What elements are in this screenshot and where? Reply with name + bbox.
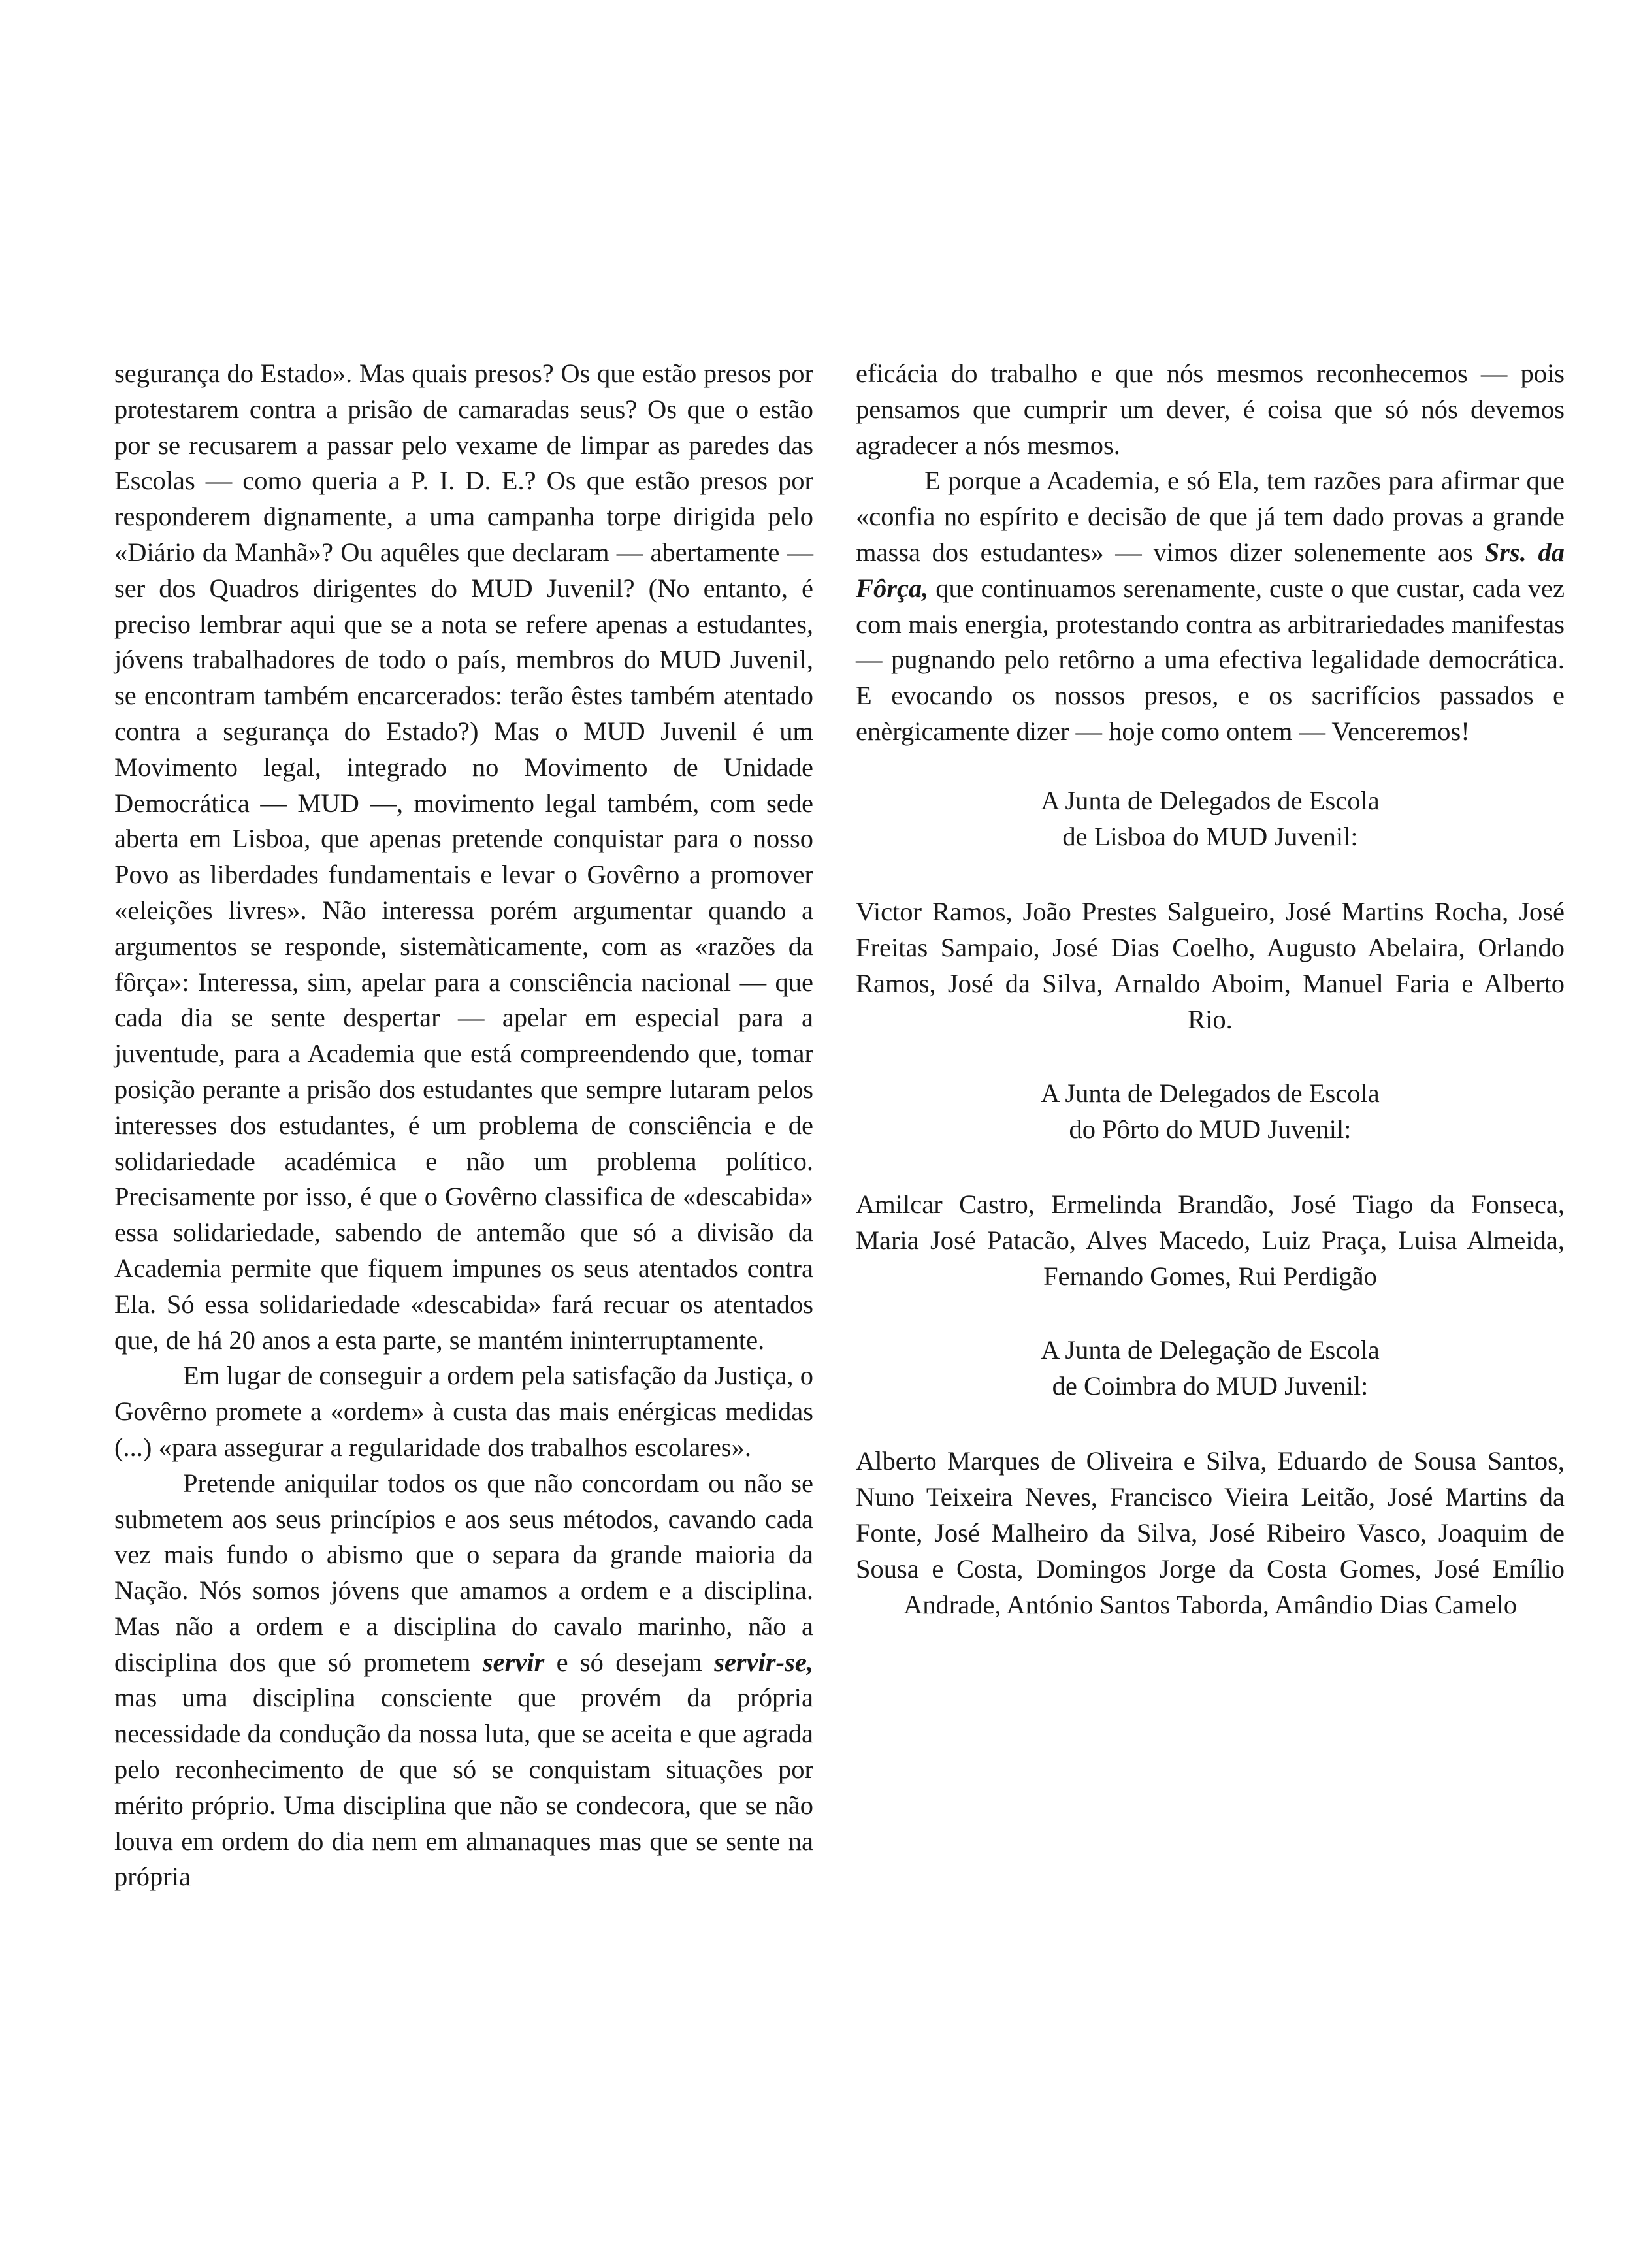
right-paragraph-2 xyxy=(856,463,1565,749)
right-column xyxy=(856,356,1565,1623)
coimbra-signatories: Alberto Marques de Oliveira e Silva, Eduardo de Sousa Santos, Nuno Teixeira Neves, Francisco Vieira Leitão, José Martins da Fonte, José Malheiro da Silva, José Ribeiro Vasco, Joaquim de Sousa e Costa, Domingos Jorge da Costa Gomes, José Emílio Andrade, António Santos Taborda, Amândio Dias Camelo xyxy=(856,1446,1565,1619)
porto-heading-line-2: do Pôrto do MUD Juvenil: xyxy=(1069,1114,1352,1144)
left-column xyxy=(114,356,813,1895)
left-paragraph-3 xyxy=(114,1466,813,1896)
left-paragraph-1: segurança do Estado». Mas quais presos? Os que estão presos por protestarem contra a prisão de camaradas seus? Os que o estão por se recusarem a passar pelo vexame de limpar as paredes das Escolas — como queria a P. I. D. E.? Os que estão presos por responderem dignamente, a uma campanha torpe dirigida pelo «Diário da Manhã»? Ou aquêles que declaram — abertamente — ser dos Quadros dirigentes do MUD Juvenil? (No entanto, é preciso lembrar aqui que se a nota se refere apenas a estudantes, jóvens trabalhadores de todo o país, membros do MUD Juvenil, se encontram também encarcerados: terão êstes também atentado contra a segurança do Estado?) Mas o MUD Juvenil é um Movimento legal, integrado no Movimento de Unidade Democrática — MUD —, movimento legal também, com sede aberta em Lisboa, que apenas pretende conquistar para o nosso Povo as liberdades fundamentais e levar o Govêrno a promover «eleições livres». Não interessa porém argumentar quando a argumentos se responde, sistemàticamente, com as «razões da fôrça»: Interessa, sim, apelar para a consciência nacional — que cada dia se sente despertar — apelar em especial para a juventude, para a Academia que está compreendendo que, tomar posição perante a prisão dos estudantes que sempre lutaram pelos interesses dos estudantes, é um problema de consciência e de solidariedade académica e não um problema político. Precisamente por isso, é que o Govêrno classifica de «descabida» essa solidariedade, sabendo de antemão que só a divisão da Academia permite que fiquem impunes os seus atentados contra Ela. Só essa solidariedade «descabida» fará recuar os atentados que, de há 20 anos a esta parte, se mantém ininterruptamente. xyxy=(114,359,813,1355)
left-paragraph-3-part-a: Pretende aniquilar todos os que não concordam ou não se submetem aos seus princípios e aos seus métodos, cavando cada vez mais fundo o abismo que o separa da grande maioria da Nação. Nós somos jóvens que amamos a ordem e a disciplina. Mas não a ordem e a disciplina do cavalo marinho, não a disciplina dos que só prometem xyxy=(114,1468,813,1677)
lisboa-signatories: Victor Ramos, João Prestes Salgueiro, José Martins Rocha, José Freitas Sampaio, José Dias Coelho, Augusto Abelaira, Orlando Ramos, José da Silva, Arnaldo Aboim, Manuel Faria e Alberto Rio. xyxy=(856,896,1565,1034)
right-paragraph-1: eficácia do trabalho e que nós mesmos reconhecemos — pois pensamos que cumprir um dever, é coisa que só nós devemos agradecer a nós mesmos. xyxy=(856,359,1565,460)
left-paragraph-3-part-c: mas uma disciplina consciente que provém da própria necessidade da condução da nossa luta, que se aceita e que agrada pelo reconhecimento de que só se conquistam situações por mérito próprio. Uma disciplina que não se condecora, que se não louva em ordem do dia nem em almanaques mas que se sente na própria xyxy=(114,1683,813,1892)
emphasis-srs-da-forca: Srs. da Fôrça, xyxy=(856,537,1565,603)
coimbra-heading-line-1: A Junta de Delegação de Escola xyxy=(1041,1335,1380,1365)
lisboa-heading-line-1: A Junta de Delegados de Escola xyxy=(1041,785,1380,815)
left-paragraph-3-part-b: e só desejam xyxy=(556,1647,702,1677)
lisboa-heading-line-2: de Lisboa do MUD Juvenil: xyxy=(1062,821,1358,851)
porto-signatories: Amilcar Castro, Ermelinda Brandão, José Tiago da Fonseca, Maria José Patacão, Alves Macedo, Luiz Praça, Luisa Almeida, Fernando Gomes, Rui Perdigão xyxy=(856,1189,1565,1291)
left-paragraph-2: Em lugar de conseguir a ordem pela satisfação da Justiça, o Govêrno promete a «ordem» à custa das mais enérgicas medidas (...) «para assegurar a regularidade dos trabalhos escolares». xyxy=(114,1361,813,1462)
right-paragraph-2-part-b: que continuamos serenamente, custe o que custar, cada vez com mais energia, protestando contra as arbitrariedades manifestas — pugnando pelo retôrno a uma efectiva legalidade democrática. E evocando os nossos presos, e os sacrifícios passados e enèrgicamente dizer — hoje como ontem — Venceremos! xyxy=(856,573,1565,746)
coimbra-heading-line-2: de Coimbra do MUD Juvenil: xyxy=(1052,1370,1369,1401)
porto-heading-line-1: A Junta de Delegados de Escola xyxy=(1041,1078,1380,1108)
right-paragraph-2-part-a: E porque a Academia, e só Ela, tem razões para afirmar que «confia no espírito e decisão de que já tem dado provas a grande massa dos estudantes» — vimos dizer solenemente aos xyxy=(856,466,1565,567)
emphasis-servir-se: servir-se, xyxy=(714,1647,814,1677)
emphasis-servir: servir xyxy=(482,1647,545,1677)
